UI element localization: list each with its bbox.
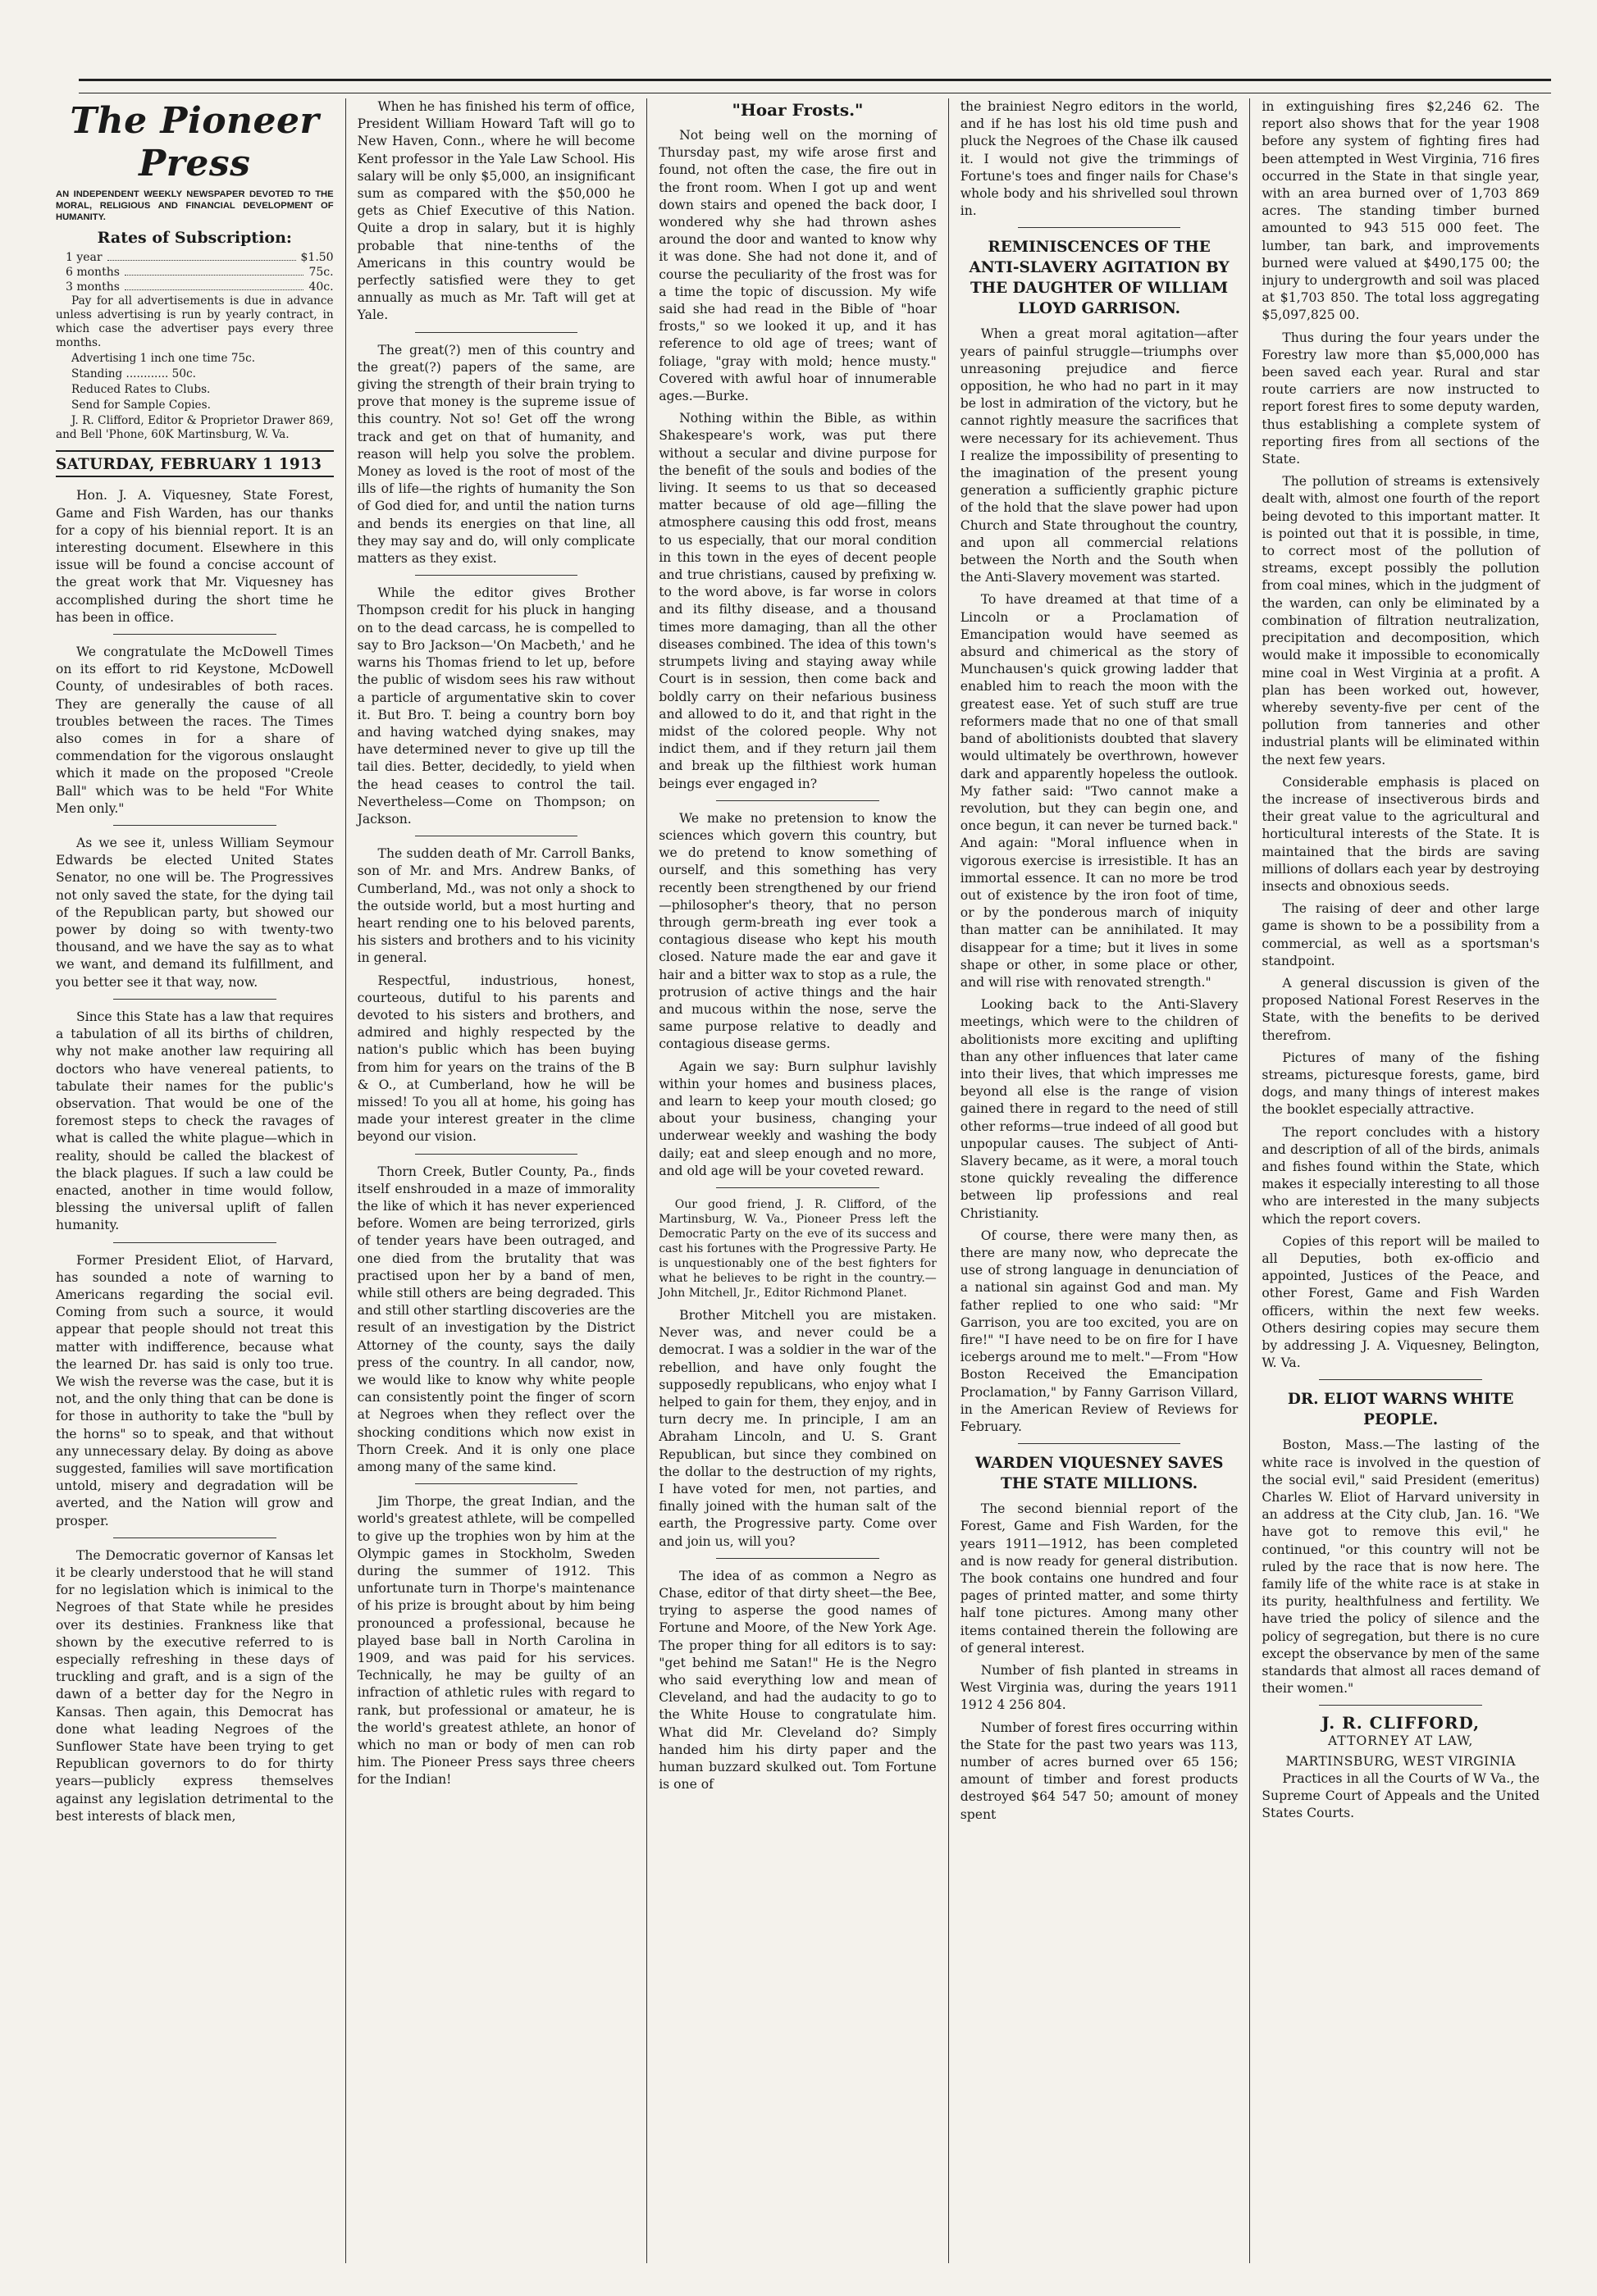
divider: [113, 999, 276, 1000]
rate-row: 6 months 75c.: [66, 266, 334, 280]
paragraph: When he has finished his term of office, President William Howard Taft will go to New Haven, Conn., where he will become Kent professor in the Yale Law School. His salary will be only $5,000, an insignificant sum as compared with the $50,000 he gets as Chief Executive of this Nation. Quite a drop in salary, but it is highly probable that nine-tenths of the Americans in this country would be perfectly satisfied were they to get annually as much as Mr. Taft will get at Yale.: [357, 99, 636, 323]
paragraph: We congratulate the McDowell Times on its effort to rid Keystone, McDowell County, of undesirables of both races. They are generally the cause of all troubles between the races. The Times also comes in for a share of commendation for the vigorous onslaught which it made on the proposed "Creole Ball" which was to be held "For White Men only.": [56, 645, 334, 816]
paragraph: Respectful, industrious, honest, courteous, dutiful to his parents and devoted to his sisters and brothers, and admired and highly respected by the nation's public which has been buying from him for years on the trains of the B & O., at Cumberland, how he will be missed! To you all at home, his going has made your interest greater in the clime beyond our vision.: [357, 973, 636, 1145]
paragraph: in extinguishing fires $2,246 62. The report also shows that for the year 1908 before any system of fighting fires had been attempted in West Virginia, 716 fires occurred in the State in that single year, with an area burned over of 1,703 869 acres. The standing timber burned amounted to 943 515 000 feet. The lumber, tan bark, and improvements burned were valued at $490,175 00; the injury to undergrowth and soil was placed at $1,703 850. The total loss aggregating $5,097,825 00.: [1262, 99, 1540, 323]
paragraph: Number of fish planted in streams in West Virginia was, during the years 1911 1912 4 256 804.: [960, 1663, 1239, 1713]
warden-headline: WARDEN VIQUESNEY SAVES THE STATE MILLIONS.: [974, 1455, 1224, 1493]
divider: [1319, 1705, 1482, 1706]
card-place: MARTINSBURG, WEST VIRGINIA: [1285, 1753, 1516, 1769]
column-4: [948, 98, 1250, 2263]
paragraph: Jim Thorpe, the great Indian, and the world's greatest athlete, will be compelled to give up the trophies won by him at the Olympic games in Stockholm, Sweden during the summer of 1912. This unfortunate turn in Thorpe's maintenance of his prize is brought about by him being pronounced a professional, because he played base ball in North Carolina in 1909, and was paid for his services. Technically, he may be guilty of an infraction of athletic rules with regard to rank, but professional or amateur, he is the world's greatest athlete, an honor of which no man or body of men can rob him. The Pioneer Press says three cheers for the Indian!: [357, 1494, 636, 1788]
dateline: SATURDAY, FEBRUARY 1 1913: [56, 450, 334, 477]
reminiscences-headline: REMINISCENCES OF THE ANTI-SLAVERY AGITATION BY THE DAUGHTER OF WILLIAM LLOYD GARRISON.: [969, 239, 1230, 318]
divider: [415, 332, 578, 333]
paragraph: Since this State has a law that requires a tabulation of all its births of children, why not make another law requiring all doctors who have venereal patients, to tabulate their names for the public's observation. That would be one of the foremost steps to check the ravages of what is called the white plague—which in reality, should be called the blackest of the black plagues. If such a law could be enacted, another in time would follow, blessing the universal uplift of fallen humanity.: [56, 1009, 334, 1233]
column-3: [646, 98, 948, 2263]
paragraph: Thus during the four years under the Forestry law more than $5,000,000 has been saved each year. Rural and star route carriers are now instructed to report forest fires to some deputy warden, thus establishing a complete system of reporting fires from all sections of the State.: [1262, 330, 1540, 467]
column-5: [1249, 98, 1551, 2263]
divider: [716, 1187, 879, 1188]
paragraph: We make no pretension to know the sciences which govern this country, but we do pretend to know something of ourself, and this something has very recently been strengthened by our friend—philosopher's theory, that no person through germ-breath ing ever took a contagious disease who kept his mouth closed. Nature made the ear and gave it hair and a bitter wax to stop as a rule, the protrusion of active things and the hair and mucous within the nose, serve the same purpose relative to deadly and contagious disease germs.: [659, 810, 937, 1052]
paragraph: As we see it, unless William Seymour Edwards be elected United States Senator, no one will be. The Progressives not only saved the state, for the dying tail of the Republican party, but showed our power by doing so with twenty-two thousand, and we have the say as to what we want, and demand its fulfillment, and you better see it that way, now.: [56, 836, 334, 990]
columns: [52, 98, 1551, 2263]
masthead-subtitle: AN INDEPENDENT WEEKLY NEWSPAPER DEVOTED TO THE MORAL, RELIGIOUS AND FINANCIAL DEVELOPMENT OF HUMANITY.: [56, 189, 334, 222]
paragraph: The pollution of streams is extensively dealt with, almost one fourth of the report being devoted to this important matter. It is pointed out that it is possible, in time, to correct most of the pollution of streams, except possibly the pollution from coal mines, which in the judgment of the warden, can only be eliminated by a combination of filtration neutralization, precipitation and decomposition, which would make it impossible to economically mine coal in West Virginia at a profit. A plan has been worked out, however, whereby seventy-five per cent of the pollution from tanneries and other industrial plants will be eliminated within the next few years.: [1262, 474, 1540, 768]
publisher-line: J. R. Clifford, Editor & Proprietor Drawer 869, and Bell 'Phone, 60K Martinsburg, W. Va.: [56, 414, 334, 442]
divider: [415, 1483, 578, 1484]
paragraph: Boston, Mass.—The lasting of the white race is involved in the question of the social evil," said President (emeritus) Charles W. Eliot of Harvard university in an address at the City club, Jan. 16. "We have got to remove this evil," he continued, "or this country will not be ruled by the race that is now here. The family life of the white race is at stake in its purity, healthfulness and fertility. We have tried the policy of silence and the policy of segregation, but there is no cure except the observance by men of the same standards that almost all races demand of their women.": [1262, 1437, 1540, 1697]
divider: [113, 825, 276, 826]
divider: [1018, 1443, 1181, 1444]
divider: [415, 1154, 578, 1155]
paragraph: Considerable emphasis is placed on the increase of insectiverous birds and their great value to the agricultural and horticultural interests of the State. It is maintained that the birds are saving millions of dollars each year by destroying insects and obnoxious seeds.: [1262, 774, 1540, 894]
paragraph: When a great moral agitation—after years of painful struggle—triumphs over unreasoning prejudice and fierce opposition, he who had no part in it may be lost in admiration of the victory, but he cannot rightly measure the sacrifices that were necessary for its achievement. Thus I realize the impossibility of presenting to the imagination of the present young generation a sufficiently graphic picture of the hold that the slave power had upon Church and State throughout the country, and upon all commercial relations between the North and the South when the Anti-Slavery movement was started.: [960, 326, 1239, 585]
card-name: J. R. CLIFFORD,: [1321, 1713, 1481, 1733]
hoar-frosts-headline: "Hoar Frosts.": [732, 100, 864, 120]
paragraph: Hon. J. A. Viquesney, State Forest, Game and Fish Warden, has our thanks for a copy of his biennial report. It is an interesting document. Elsewhere in this issue will be found a concise account of the great work that Mr. Viquesney has accomplished during the short time he has been in office.: [56, 488, 334, 625]
paragraph: The raising of deer and other large game is shown to be a possibility from a commercial, as well as a sportsman's standpoint.: [1262, 901, 1540, 968]
paragraph: Number of forest fires occurring within the State for the past two years was 113, number of acres burned over 65 156; amount of timber and forest products destroyed $64 547 50; amount of money spent: [960, 1720, 1239, 1822]
divider: [113, 1242, 276, 1243]
top-border-rules: [79, 79, 1551, 93]
paragraph: While the editor gives Brother Thompson credit for his pluck in hanging on to the dead carcass, he is compelled to say to Bro Jackson—'On Macbeth,' and he warns his Thomas friend to let up, before the public of wisdom sees his raw without a particle of argumentative skin to cover it. But Bro. T. being a country born boy and having watched dying snakes, may have determined never to give up till the tail dies. Better, decidedly, to yield when the head ceases to control the tail. Nevertheless—Come on Thompson; on Jackson.: [357, 585, 636, 827]
paragraph: Looking back to the Anti-Slavery meetings, which were to the children of abolitionists more exciting and uplifting than any other influences that later came into their lives, that which impresses me beyond all else is the range of vision gained there in regard to the need of still other reforms—true indeed of all good but unpopular causes. The subject of Anti-Slavery became, as it were, a moral touch stone quickly revealing the difference between lip professions and real Christianity.: [960, 997, 1239, 1221]
paragraph: Again we say: Burn sulphur lavishly within your homes and business places, and learn to keep your mouth closed; go about your business, changing your underwear weekly and washing the body daily; eat and sleep enough and no more, and old age will be your coveted reward.: [659, 1059, 937, 1178]
paragraph: A general discussion is given of the proposed National Forest Reserves in the State, with the benefits to be derived therefrom.: [1262, 975, 1540, 1043]
paragraph: The idea of as common a Negro as Chase, editor of that dirty sheet—the Bee, trying to asperse the good names of Fortune and Moore, of the New York Age. The proper thing for all editors is to say: "get behind me Satan!" He is the Negro who said everything low and mean of Cleveland, and had the audacity to go to the White House to congratulate him. What did Mr. Cleveland do? Simply handed him his dirty paper and the human buzzard skulked out. Tom Fortune is one of: [659, 1568, 937, 1793]
masthead-title: The Pioneer Press: [70, 100, 320, 184]
paragraph: Copies of this report will be mailed to all Deputies, both ex-officio and appointed, Justices of the Peace, and other Forest, Game and Fish Warden officers, within the next few weeks. Others desiring copies may secure them by addressing J. A. Viquesney, Belington, W. Va.: [1262, 1233, 1540, 1371]
divider: [716, 1558, 879, 1559]
column-2: [345, 98, 647, 2263]
paragraph: The Democratic governor of Kansas let it be clearly understood that he will stand for no legislation which is inimical to the Negroes of that State while he presides over its destinies. Frankness like that shown by the executive referred to is especially refreshing in these days of truckling and graft, and is a sign of the dawn of a better day for the Negro in Kansas. Then again, this Democrat has done what leading Negroes of the Sunflower State have been trying to get Republican governors to do for thirty years—publicly express themselves against any legislation detrimental to the best interests of black men,: [56, 1547, 334, 1824]
paragraph: Pictures of many of the fishing streams, picturesque forests, game, bird dogs, and many things of interest makes the booklet especially attractive.: [1262, 1050, 1540, 1118]
paragraph: Brother Mitchell you are mistaken. Never was, and never could be a democrat. I was a soldier in the war of the rebellion, and have only fought the supposedly republicans, who enjoy what I helped to gain for them, they enjoy, and in turn decry me. In principle, I am an Abraham Lincoln, and U. S. Grant Republican, but since they combined on the dollar to the destruction of my rights, I have voted for men, not parties, and finally joined with the human salt of the earth, the Progressive party. Come over and join us, will you?: [659, 1307, 937, 1549]
card-title: ATTORNEY AT LAW,: [1328, 1733, 1474, 1748]
paragraph: The second biennial report of the Forest, Game and Fish Warden, for the years 1911—1912, has been completed and is now ready for general distribution. The book contains one hundred and four pages of printed matter, and some thirty half tone pictures. Among many other items contained therein the following are of general interest.: [960, 1501, 1239, 1656]
divider: [113, 634, 276, 635]
advertising-terms: Pay for all advertisements is due in advance unless advertising is run by yearly contract, in which case the advertiser pays every three months. Advertising 1 inch one time 75c. Standing ............ 50c. Reduced Rates to Clubs. Send for Sample Copies. J. R. Clifford, Editor & Proprietor Drawer 869, and Bell 'Phone, 60K Martinsburg, W. Va.: [56, 294, 334, 442]
paragraph: The report concludes with a history and description of all of the birds, animals and fishes found within the State, which makes it especially interesting to all those who are interested in the many subjects which the report covers.: [1262, 1124, 1540, 1227]
paragraph: Former President Eliot, of Harvard, has sounded a note of warning to Americans regarding the social evil. Coming from such a source, it would appear that people should not treat this matter with indifference, because what the learned Dr. has said is only too true. We wish the reverse was the case, but it is not, and the only thing that can be done is for those in authority to take the "bull by the horns" so to speak, and that without any unnecessary delay. By doing as above suggested, families will save mortification untold, misery and degradation will be averted, and the Nation will grow and prosper.: [56, 1252, 334, 1528]
rate-row: 1 year $1.50: [66, 251, 334, 265]
paragraph: Not being well on the morning of Thursday past, my wife arose first and found, not often the case, the fire out in the front room. When I got up and went down stairs and opened the back door, I wondered why she had thrown ashes around the door and wanted to know why it was done. She had not done it, and of course the peculiarity of the frost was for a time the topic of discussion. My wife said she had read in the Bible of "hoar frosts," so we looked it up, and it has reference to old age of trees; want of foliage, "gray with mold; hence musty." Covered with awful hoar of innumerable ages.—Burke.: [659, 128, 937, 404]
paragraph: Thorn Creek, Butler County, Pa., finds itself enshrouded in a maze of immorality the like of which it has never experienced before. Women are being terrorized, girls of tender years have been outraged, and one died from the brutality that was practised upon her by a band of men, while still others are being degraded. This and still other startling discoveries are the result of an investigation by the District Attorney of the county, says the daily press of the country. In all candor, now, we would like to know why white people can consistently point the finger of scorn at Negroes when they reflect over the shocking conditions which now exist in Thorn Creek. And it is only one place among many of the same kind.: [357, 1164, 636, 1475]
rate-row: 3 months 40c.: [66, 280, 334, 294]
divider: [415, 575, 578, 576]
rates-heading: Rates of Subscription:: [97, 229, 292, 247]
paragraph: The great(?) men of this country and the great(?) papers of the same, are giving the strength of their brain trying to prove that money is the supreme issue of this country. Not so! Get off the wrong track and get on that of humanity, and reason will help you solve the problem. Money as loved is the root of most of the ills of life—the rights of humanity the Son of God died for, and until the nation turns and bends its energies on that line, all they may say and do, will only complicate matters as they exist.: [357, 342, 636, 567]
paragraph: To have dreamed at that time of a Lincoln or a Proclamation of Emancipation would have seemed as absurd and chimerical as the story of Munchausen's quick growing ladder that enabled him to reach the moon with the greatest ease. Yet of such stuff are true reformers made that no one of that small band of abolitionists doubted that slavery would ultimately be overthrown, however dark and apparently hopeless the outlook. My father said: "Two cannot make a revolution, but they can begin one, and once begun, it can never be turned back." And again: "Moral influence when in vigorous exercise is irresistible. It has an immortal essence. It can no more be trod out of existence by the iron foot of time, or by the ponderous march of iniquity than matter can be annihilated. It may disappear for a time; but it lives in some shape or other, in some place or other, and will rise with renovated strength.": [960, 592, 1239, 990]
paragraph: Nothing within the Bible, as within Shakespeare's work, was put there without a secular and divine purpose for the benefit of the souls and bodies of the living. It seems to us that so deceased matter because of old age—filling the atmosphere causing this odd frost, means to us especially, that our moral condition in this town in the eyes of decent people and true christians, caused by prefixing w. to the word above, is far worse in colors and its filthy disease, and a thousand times more damaging, than all the other diseases combined. The idea of this town's strumpets living and staying away while Court is in session, then come back and boldly carry on their nefarious business and allowed to do it, and that right in the midst of the colored people. Why not indict them, and if they return jail them and break up the filthiest work human beings ever engaged in?: [659, 411, 937, 791]
paragraph: Of course, there were many then, as there are many now, who deprecate the use of strong language in denunciation of a national sin against God and man. My father replied to one who said: "Mr Garrison, you are too excited, you are on fire!" "I have need to be on fire for I have icebergs around me to melt."—From "How Boston Received the Emancipation Proclamation," by Fanny Garrison Villard, in the American Review of Reviews for February.: [960, 1228, 1239, 1435]
quoted-note: Our good friend, J. R. Clifford, of the Martinsburg, W. Va., Pioneer Press left the Democratic Party on the eve of its success and cast his fortunes with the Progressive Party. He is unquestionably one of the best fighters for what he believes to be right in the country.—John Mitchell, Jr., Editor Richmond Planet.: [659, 1197, 937, 1300]
divider: [716, 800, 879, 801]
divider: [1018, 227, 1181, 228]
card-practice: Practices in all the Courts of W Va., the Supreme Court of Appeals and the United States Courts.: [1262, 1771, 1540, 1821]
eliot-headline: DR. ELIOT WARNS WHITE PEOPLE.: [1287, 1391, 1514, 1429]
divider: [1319, 1379, 1482, 1380]
paragraph: The sudden death of Mr. Carroll Banks, son of Mr. and Mrs. Andrew Banks, of Cumberland, Md., was not only a shock to the outside world, but a most hurting and heart rending one to his beloved parents, his sisters and brothers and to his vicinity in general.: [357, 846, 636, 966]
column-1: [52, 98, 345, 2263]
paragraph: the brainiest Negro editors in the world, and if he has lost his old time push and pluck the Negroes of the Chase ilk caused it. I would not give the trimmings of Fortune's toes and finger nails for Chase's whole body and his shrivelled soul thrown in.: [960, 99, 1239, 219]
